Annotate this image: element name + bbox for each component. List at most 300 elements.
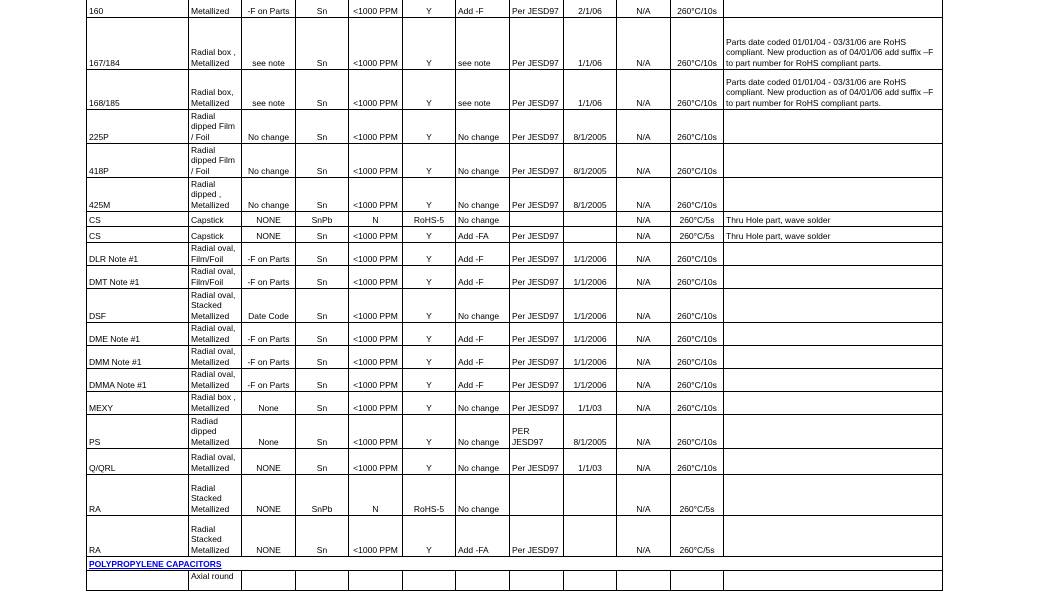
termination-cell <box>295 346 348 368</box>
msl-text: Per JESD97 <box>512 333 559 344</box>
lead-content-text: <1000 PPM <box>353 97 398 108</box>
peak-temp-text: 260°C/10s <box>677 131 717 142</box>
style-text: Radial oval, Metallized <box>191 452 236 473</box>
notes-cell <box>723 266 943 288</box>
termination-text: Sn <box>316 276 328 287</box>
marking-text: No change <box>247 165 290 176</box>
rohs-cell <box>402 516 455 556</box>
notes-cell <box>723 0 943 17</box>
termination-text: SnPb <box>311 503 333 514</box>
rohs-cell <box>402 346 455 368</box>
style-text: Radial oval, Metallized <box>191 369 236 390</box>
code-text: N/A <box>636 276 651 287</box>
date-text: 1/1/2006 <box>573 333 607 344</box>
msl-text: Per JESD97 <box>512 131 559 142</box>
part-number-cell <box>86 516 188 556</box>
notes-text: Thru Hole part, wave solder <box>726 230 831 241</box>
rohs-cell <box>402 70 455 109</box>
part-number-change-text: see note <box>458 97 491 108</box>
termination-text: Sn <box>316 165 328 176</box>
table-row <box>86 243 943 266</box>
code-cell <box>616 475 670 515</box>
peak-temp-text: 260°C/5s <box>679 544 715 555</box>
part-number-cell <box>86 289 188 322</box>
notes-cell <box>723 243 943 265</box>
msl-text: Per JESD97 <box>512 57 559 68</box>
peak-temp-cell <box>670 475 723 515</box>
notes-cell <box>723 289 943 322</box>
peak-temp-text: 260°C/10s <box>677 356 717 367</box>
part-number-cell <box>86 70 188 109</box>
date-cell <box>563 212 616 226</box>
table-row <box>86 516 943 557</box>
date-cell <box>563 369 616 391</box>
termination-text: Sn <box>316 436 328 447</box>
part-number-change-text: No change <box>458 214 500 225</box>
termination-cell <box>295 243 348 265</box>
msl-cell <box>509 110 563 143</box>
part-number-cell <box>86 449 188 474</box>
style-text: Radial oval, Film/Foil <box>191 243 236 264</box>
part-number-change-cell <box>455 266 509 288</box>
marking-cell <box>241 289 295 322</box>
part-number-cell <box>86 0 188 17</box>
rohs-cell <box>402 392 455 414</box>
rohs-text: Y <box>426 333 432 344</box>
lead-content-cell <box>348 70 402 109</box>
lead-content-cell <box>348 369 402 391</box>
msl-cell <box>509 212 563 226</box>
peak-temp-cell <box>670 0 723 17</box>
lead-content-cell <box>348 475 402 515</box>
termination-cell <box>295 392 348 414</box>
lead-content-cell <box>348 18 402 69</box>
part-number-cell <box>86 144 188 177</box>
rohs-cell <box>402 243 455 265</box>
part-number-text: DSF <box>89 310 106 321</box>
style-text: Radial dipped , Metallized <box>191 178 230 210</box>
notes-text: Thru Hole part, wave solder <box>726 214 831 225</box>
peak-temp-text: 260°C/10s <box>677 379 717 390</box>
peak-temp-cell <box>670 18 723 69</box>
rohs-text: Y <box>426 379 432 390</box>
marking-cell <box>241 110 295 143</box>
part-number-change-text: No change <box>458 165 500 176</box>
part-number-change-text: No change <box>458 310 500 321</box>
marking-cell <box>241 449 295 474</box>
style-text: Axial round <box>191 571 234 581</box>
table-row <box>86 266 943 289</box>
peak-temp-text: 260°C/5s <box>679 230 715 241</box>
notes-text: Parts date coded 01/01/04 - 03/31/06 are RoHS compliant. New production as of 04/01/06 add suffix –F to part number for RoHS compliant parts. <box>726 76 934 108</box>
part-number-cell <box>86 346 188 368</box>
peak-temp-cell <box>670 266 723 288</box>
date-cell <box>563 18 616 69</box>
date-text: 1/1/2006 <box>573 356 607 367</box>
style-text: Radial Stacked Metallized <box>191 523 230 555</box>
msl-cell <box>509 449 563 474</box>
notes-cell <box>723 144 943 177</box>
part-number-change-text: No change <box>458 503 500 514</box>
date-text: 1/1/2006 <box>573 379 607 390</box>
code-text: N/A <box>636 214 651 225</box>
part-number-change-cell <box>455 392 509 414</box>
msl-text: Per JESD97 <box>512 462 559 473</box>
code-cell <box>616 346 670 368</box>
part-number-text: CS <box>89 230 101 241</box>
termination-text: Sn <box>316 544 328 555</box>
part-number-change-text: Add -FA <box>458 230 489 241</box>
lead-content-cell <box>348 110 402 143</box>
code-cell <box>616 178 670 211</box>
code-cell <box>616 18 670 69</box>
table-row <box>86 70 943 110</box>
table-row <box>86 289 943 323</box>
marking-cell <box>241 369 295 391</box>
part-number-cell <box>86 323 188 345</box>
part-number-cell <box>86 243 188 265</box>
lead-content-text: <1000 PPM <box>353 462 398 473</box>
part-number-text: RA <box>89 544 101 555</box>
code-cell <box>616 571 670 590</box>
style-text: Radial oval, Film/Foil <box>191 266 236 287</box>
marking-text: NONE <box>256 544 281 555</box>
rohs-cell <box>402 110 455 143</box>
code-text: N/A <box>636 165 651 176</box>
notes-cell <box>723 449 943 474</box>
lead-content-text: <1000 PPM <box>353 356 398 367</box>
msl-cell <box>509 144 563 177</box>
part-number-change-cell <box>455 178 509 211</box>
peak-temp-text: 260°C/10s <box>677 310 717 321</box>
peak-temp-cell <box>670 323 723 345</box>
msl-text: Per JESD97 <box>512 165 559 176</box>
termination-cell <box>295 266 348 288</box>
section-header <box>86 557 943 571</box>
msl-cell <box>509 475 563 515</box>
marking-text: -F on Parts <box>247 5 290 16</box>
style-cell <box>188 227 241 242</box>
peak-temp-text: 260°C/10s <box>677 165 717 176</box>
peak-temp-text: 260°C/10s <box>677 5 717 16</box>
style-text: Radial oval, Stacked Metallized <box>191 289 236 321</box>
date-text: 1/1/2006 <box>573 253 607 264</box>
part-number-text: 225P <box>89 131 109 142</box>
lead-content-text: <1000 PPM <box>353 131 398 142</box>
table-row <box>86 0 943 18</box>
notes-cell <box>723 571 943 590</box>
part-number-text: DME Note #1 <box>89 333 141 344</box>
code-text: N/A <box>636 253 651 264</box>
code-text: N/A <box>636 356 651 367</box>
lead-content-cell <box>348 415 402 448</box>
msl-text: Per JESD97 <box>512 356 559 367</box>
table-row <box>86 323 943 346</box>
part-number-cell <box>86 571 188 590</box>
part-number-text: MEXY <box>89 402 114 413</box>
termination-text: Sn <box>316 333 328 344</box>
part-number-change-text: No change <box>458 462 500 473</box>
termination-text: Sn <box>316 462 328 473</box>
date-text: 8/1/2005 <box>573 165 607 176</box>
part-number-change-cell <box>455 449 509 474</box>
lead-content-text: <1000 PPM <box>353 5 398 16</box>
peak-temp-cell <box>670 289 723 322</box>
marking-cell <box>241 212 295 226</box>
date-cell <box>563 571 616 590</box>
peak-temp-text: 260°C/10s <box>677 57 717 68</box>
lead-content-text: <1000 PPM <box>353 436 398 447</box>
msl-cell <box>509 289 563 322</box>
termination-text: Sn <box>316 131 328 142</box>
style-cell <box>188 70 241 109</box>
part-number-cell <box>86 18 188 69</box>
marking-cell <box>241 70 295 109</box>
table-row <box>86 346 943 369</box>
style-cell <box>188 369 241 391</box>
rohs-cell <box>402 178 455 211</box>
code-cell <box>616 415 670 448</box>
style-cell <box>188 110 241 143</box>
lead-content-text: <1000 PPM <box>353 165 398 176</box>
marking-cell <box>241 227 295 242</box>
marking-text: NONE <box>256 214 281 225</box>
rohs-text: Y <box>426 97 432 108</box>
marking-cell <box>241 266 295 288</box>
peak-temp-text: 260°C/5s <box>679 214 715 225</box>
termination-text: Sn <box>316 97 328 108</box>
termination-text: Sn <box>316 402 328 413</box>
termination-cell <box>295 0 348 17</box>
part-number-cell <box>86 415 188 448</box>
peak-temp-cell <box>670 243 723 265</box>
peak-temp-cell <box>670 178 723 211</box>
peak-temp-cell <box>670 346 723 368</box>
rohs-cell <box>402 449 455 474</box>
date-text: 8/1/2005 <box>573 131 607 142</box>
notes-cell <box>723 323 943 345</box>
code-cell <box>616 110 670 143</box>
rohs-text: Y <box>426 402 432 413</box>
part-number-change-cell <box>455 289 509 322</box>
style-text: Capstick <box>191 230 224 241</box>
lead-content-text: <1000 PPM <box>353 333 398 344</box>
marking-cell <box>241 571 295 590</box>
marking-cell <box>241 392 295 414</box>
part-number-change-cell <box>455 227 509 242</box>
termination-cell <box>295 516 348 556</box>
part-number-text: 160 <box>89 5 104 16</box>
part-number-change-cell <box>455 110 509 143</box>
style-text: Capstick <box>191 214 224 225</box>
code-text: N/A <box>636 402 651 413</box>
date-text: 1/1/03 <box>578 462 602 473</box>
rohs-text: Y <box>426 199 432 210</box>
rohs-cell <box>402 289 455 322</box>
code-text: N/A <box>636 57 651 68</box>
part-number-text: DMM Note #1 <box>89 356 142 367</box>
notes-cell <box>723 227 943 242</box>
lead-content-cell <box>348 289 402 322</box>
lead-content-cell <box>348 449 402 474</box>
marking-cell <box>241 0 295 17</box>
msl-text: Per JESD97 <box>512 379 559 390</box>
termination-text: Sn <box>316 356 328 367</box>
peak-temp-text: 260°C/10s <box>677 402 717 413</box>
lead-content-cell <box>348 243 402 265</box>
date-cell <box>563 323 616 345</box>
termination-cell <box>295 475 348 515</box>
part-number-change-text: No change <box>458 436 500 447</box>
msl-cell <box>509 571 563 590</box>
peak-temp-cell <box>670 369 723 391</box>
notes-cell <box>723 70 943 109</box>
peak-temp-cell <box>670 392 723 414</box>
rohs-cell <box>402 144 455 177</box>
msl-text: PER JESD97 <box>512 426 544 447</box>
date-cell <box>563 289 616 322</box>
msl-cell <box>509 392 563 414</box>
code-text: N/A <box>636 199 651 210</box>
style-text: Radial box, Metallized <box>191 87 234 108</box>
code-cell <box>616 212 670 226</box>
date-cell <box>563 144 616 177</box>
style-cell <box>188 323 241 345</box>
lead-content-text: <1000 PPM <box>353 402 398 413</box>
peak-temp-cell <box>670 516 723 556</box>
part-number-change-cell <box>455 0 509 17</box>
termination-cell <box>295 571 348 590</box>
peak-temp-text: 260°C/10s <box>677 436 717 447</box>
msl-cell <box>509 323 563 345</box>
date-cell <box>563 0 616 17</box>
marking-text: Date Code <box>248 310 289 321</box>
marking-cell <box>241 178 295 211</box>
termination-cell <box>295 212 348 226</box>
style-text: Metallized <box>191 5 230 16</box>
code-text: N/A <box>636 131 651 142</box>
style-text: Radial oval, Metallized <box>191 323 236 344</box>
rohs-cell <box>402 227 455 242</box>
msl-text: Per JESD97 <box>512 97 559 108</box>
rohs-text: Y <box>426 253 432 264</box>
part-number-change-cell <box>455 516 509 556</box>
table-row <box>86 392 943 415</box>
peak-temp-cell <box>670 227 723 242</box>
lead-content-text: <1000 PPM <box>353 57 398 68</box>
msl-text: Per JESD97 <box>512 402 559 413</box>
part-number-change-text: No change <box>458 402 500 413</box>
part-number-change-text: Add -FA <box>458 544 489 555</box>
peak-temp-cell <box>670 110 723 143</box>
code-cell <box>616 516 670 556</box>
marking-text: None <box>258 436 279 447</box>
marking-text: -F on Parts <box>247 276 290 287</box>
msl-cell <box>509 369 563 391</box>
lead-content-text: <1000 PPM <box>353 199 398 210</box>
date-cell <box>563 346 616 368</box>
code-cell <box>616 289 670 322</box>
code-text: N/A <box>636 97 651 108</box>
code-cell <box>616 392 670 414</box>
date-cell <box>563 243 616 265</box>
code-text: N/A <box>636 544 651 555</box>
date-text: 8/1/2005 <box>573 199 607 210</box>
lead-content-text: <1000 PPM <box>353 253 398 264</box>
part-number-text: DMMA Note #1 <box>89 379 147 390</box>
msl-cell <box>509 18 563 69</box>
style-cell <box>188 475 241 515</box>
rohs-text: RoHS-5 <box>413 503 445 514</box>
msl-cell <box>509 178 563 211</box>
code-text: N/A <box>636 503 651 514</box>
notes-text: Parts date coded 01/01/04 - 03/31/06 are RoHS compliant. New production as of 04/01/06 add suffix –F to part number for RoHS compliant parts. <box>726 36 934 68</box>
part-number-change-text: Add -F <box>458 276 484 287</box>
style-cell <box>188 266 241 288</box>
part-number-text: RA <box>89 503 101 514</box>
style-text: Radial box , Metallized <box>191 392 236 413</box>
rohs-text: Y <box>426 165 432 176</box>
style-cell <box>188 449 241 474</box>
part-number-text: 168/185 <box>89 97 120 108</box>
rohs-text: Y <box>426 310 432 321</box>
peak-temp-cell <box>670 212 723 226</box>
marking-text: -F on Parts <box>247 379 290 390</box>
notes-cell <box>723 415 943 448</box>
style-cell <box>188 212 241 226</box>
marking-cell <box>241 346 295 368</box>
msl-text: Per JESD97 <box>512 199 559 210</box>
lead-content-text: <1000 PPM <box>353 310 398 321</box>
msl-cell <box>509 227 563 242</box>
part-number-change-text: Add -F <box>458 333 484 344</box>
termination-cell <box>295 227 348 242</box>
part-number-change-text: No change <box>458 131 500 142</box>
peak-temp-cell <box>670 415 723 448</box>
part-number-text: DMT Note #1 <box>89 276 140 287</box>
style-cell <box>188 415 241 448</box>
termination-cell <box>295 289 348 322</box>
part-number-text: DLR Note #1 <box>89 253 139 264</box>
msl-cell <box>509 0 563 17</box>
rohs-cell <box>402 475 455 515</box>
date-text: 2/1/06 <box>578 5 602 16</box>
peak-temp-text: 260°C/10s <box>677 97 717 108</box>
notes-cell <box>723 110 943 143</box>
date-cell <box>563 70 616 109</box>
section-link-polypropylene[interactable]: POLYPROPYLENE CAPACITORS <box>89 559 222 569</box>
part-number-cell <box>86 178 188 211</box>
marking-cell <box>241 18 295 69</box>
termination-text: Sn <box>316 253 328 264</box>
lead-content-text: N <box>372 503 379 514</box>
marking-text: see note <box>252 97 285 108</box>
lead-content-cell <box>348 178 402 211</box>
termination-cell <box>295 449 348 474</box>
notes-cell <box>723 475 943 515</box>
table-row <box>86 212 943 227</box>
part-number-change-cell <box>455 70 509 109</box>
notes-cell <box>723 18 943 69</box>
msl-text: Per JESD97 <box>512 230 559 241</box>
lead-content-cell <box>348 323 402 345</box>
msl-cell <box>509 266 563 288</box>
notes-cell <box>723 346 943 368</box>
lead-content-cell <box>348 571 402 590</box>
code-cell <box>616 449 670 474</box>
lead-content-cell <box>348 0 402 17</box>
code-cell <box>616 144 670 177</box>
